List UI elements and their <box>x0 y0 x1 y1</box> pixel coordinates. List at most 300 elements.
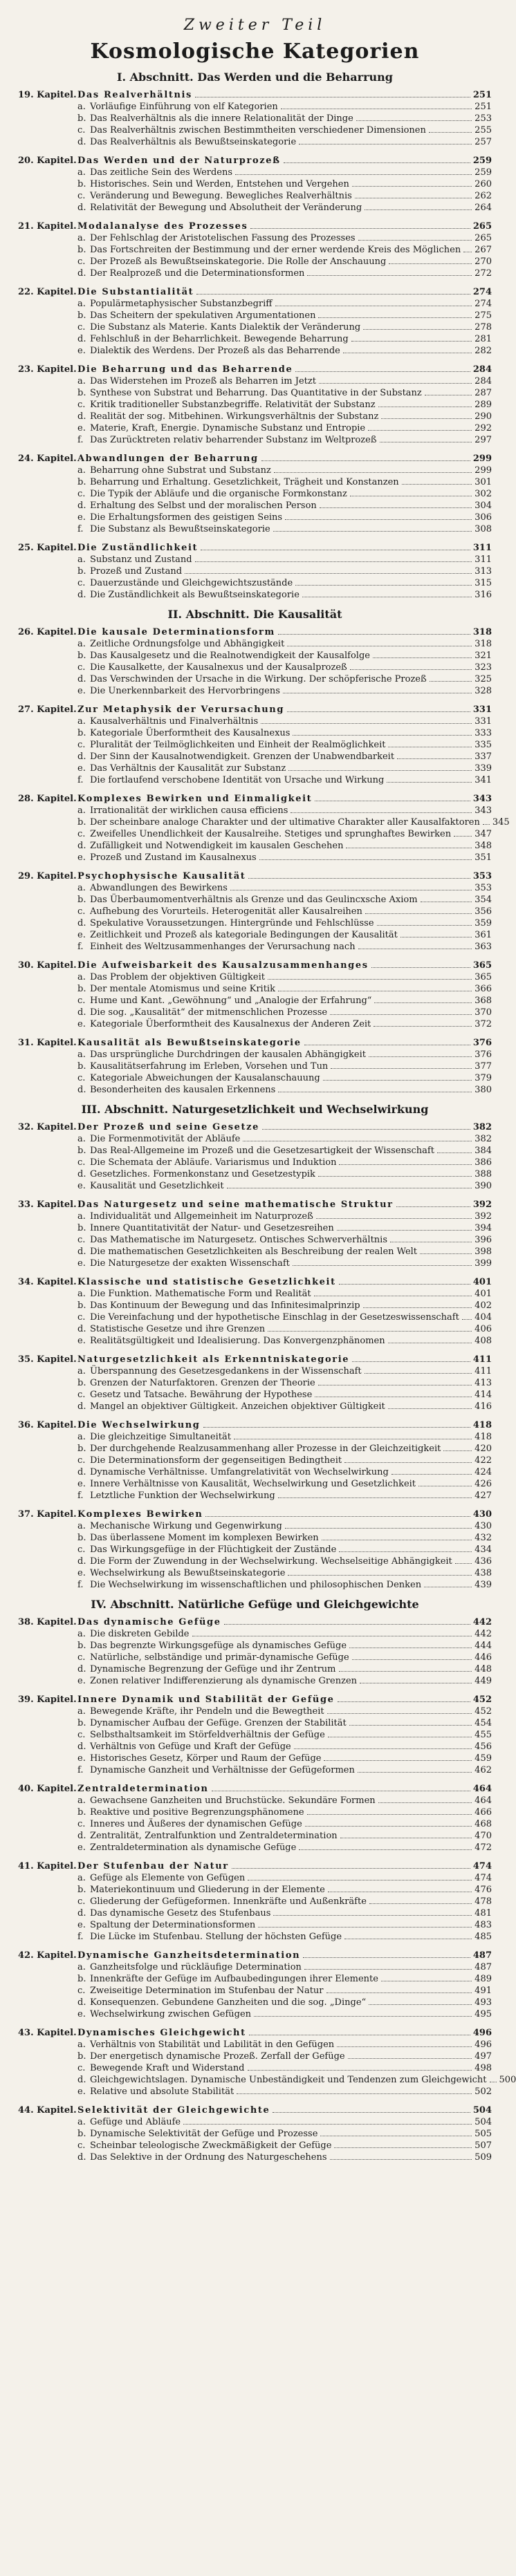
toc-entry[interactable] <box>18 1258 492 1269</box>
toc-entry[interactable] <box>18 124 492 136</box>
toc-entry[interactable] <box>18 941 492 953</box>
entry-letter: b. <box>77 817 86 828</box>
toc-entry[interactable] <box>18 387 492 399</box>
page-number: 353 <box>474 883 492 893</box>
entry-letter: f. <box>77 775 84 785</box>
page-number: 427 <box>474 1491 492 1501</box>
page-number: 444 <box>474 1641 492 1651</box>
chapter-title: Klassische und statistische Gesetzlichkeit <box>77 1277 336 1287</box>
toc-entry[interactable] <box>18 1717 492 1729</box>
entry-letter: d. <box>77 841 86 851</box>
chapter-number: 42. Kapitel. <box>18 1950 77 1961</box>
page-number: 265 <box>472 221 492 232</box>
toc-entry[interactable] <box>18 1145 492 1157</box>
chapter-heading[interactable] <box>18 1037 492 1049</box>
entry-text: Das Überbaumomentverhältnis als Grenze und das Geulincxsche Axiom <box>90 895 418 905</box>
toc-entry[interactable] <box>18 650 492 662</box>
entry-letter: c. <box>77 489 86 499</box>
chapter-heading[interactable] <box>18 1121 492 1133</box>
toc-entry[interactable] <box>18 375 492 387</box>
toc-entry[interactable] <box>18 1706 492 1717</box>
chapter-heading[interactable] <box>18 793 492 805</box>
chapter-heading[interactable] <box>18 870 492 882</box>
dot-leader <box>323 1080 472 1081</box>
toc-entry[interactable] <box>18 816 510 828</box>
page-number: 282 <box>474 346 492 356</box>
page-number: 424 <box>474 1467 492 1477</box>
toc-entry[interactable] <box>18 1764 492 1776</box>
chapter-heading[interactable] <box>18 1419 492 1431</box>
toc-entry[interactable] <box>18 2116 492 2128</box>
toc-entry[interactable] <box>18 1652 492 1663</box>
toc-entry[interactable] <box>18 2051 492 2062</box>
chapter-title: Das Werden und der Naturprozeß <box>77 156 281 166</box>
toc-entry[interactable] <box>18 2074 516 2086</box>
page-number: 339 <box>474 763 492 774</box>
toc-entry[interactable] <box>18 1211 492 1222</box>
toc-entry[interactable] <box>18 512 492 523</box>
page-number: 251 <box>472 90 492 100</box>
entry-letter: c. <box>77 2140 86 2151</box>
page-number: 281 <box>474 334 492 344</box>
chapter-title: Die Beharrung und das Beharrende <box>77 364 293 375</box>
chapter-heading[interactable] <box>18 453 492 465</box>
toc-chapter <box>18 2027 516 2098</box>
page-number: 430 <box>472 1509 492 1520</box>
page-number: 297 <box>474 435 492 445</box>
dot-leader <box>273 1915 472 1916</box>
entry-letter: a. <box>77 1366 86 1376</box>
toc-entry[interactable] <box>18 1919 492 1931</box>
page-number: 253 <box>474 113 492 124</box>
toc-entry[interactable] <box>18 929 492 941</box>
chapter-heading[interactable] <box>18 542 492 554</box>
dot-leader <box>183 2124 472 2125</box>
toc-entry[interactable] <box>18 101 492 113</box>
toc-entry[interactable] <box>18 422 492 434</box>
toc-entry[interactable] <box>18 268 492 279</box>
dot-leader <box>285 519 472 520</box>
toc-entry[interactable] <box>18 1663 492 1675</box>
entry-text: Dialektik des Werdens. Der Prozeß als das Beharrende <box>90 346 340 356</box>
entry-letter: b. <box>77 1885 86 1895</box>
entry-letter: a. <box>77 465 86 476</box>
toc-entry[interactable] <box>18 1544 492 1556</box>
toc-entry[interactable] <box>18 1628 492 1640</box>
toc-entry[interactable] <box>18 1985 492 1997</box>
chapter-heading[interactable] <box>18 1783 492 1795</box>
toc-entry[interactable] <box>18 1884 492 1896</box>
toc-entry[interactable] <box>18 1478 492 1490</box>
page-number: 251 <box>474 102 492 112</box>
toc-entry[interactable] <box>18 1842 492 1854</box>
entry-text: Grenzen der Naturfaktoren. Grenzen der Theorie <box>90 1378 315 1388</box>
entry-text: Die Form der Zuwendung in der Wechselwirkung. Wechselseitige Abhängigkeit <box>90 1556 452 1567</box>
dot-leader <box>303 1957 470 1958</box>
toc-entry[interactable] <box>18 995 492 1007</box>
entry-text: Historisches. Sein und Werden, Entstehen und Vergehen <box>90 179 349 189</box>
toc-entry[interactable] <box>18 345 492 357</box>
toc-entry[interactable] <box>18 1896 492 1907</box>
toc-entry[interactable] <box>18 488 492 500</box>
entry-letter: b. <box>77 388 86 398</box>
toc-entry[interactable] <box>18 1729 492 1741</box>
dot-leader <box>295 371 470 372</box>
toc-entry[interactable] <box>18 190 492 202</box>
toc-entry[interactable] <box>18 1180 492 1192</box>
entry-text: Die sog. „Kausalität“ der mitmenschlichen Prozesse <box>90 1007 328 1018</box>
dot-leader <box>274 472 472 473</box>
toc-entry[interactable] <box>18 1931 492 1943</box>
toc-entry[interactable] <box>18 1830 492 1842</box>
toc-entry[interactable] <box>18 1973 492 1985</box>
toc-chapter <box>18 1950 492 2020</box>
toc-entry[interactable] <box>18 1072 492 1084</box>
toc-entry[interactable] <box>18 465 492 476</box>
toc-entry[interactable] <box>18 1997 492 2008</box>
chapter-heading[interactable] <box>18 221 492 232</box>
page-number: 439 <box>474 1580 492 1590</box>
page-number: 401 <box>472 1277 492 1287</box>
entry-letter: d. <box>77 1007 86 1018</box>
toc-entry[interactable] <box>18 1520 492 1532</box>
toc-entry[interactable] <box>18 1675 492 1687</box>
toc-entry[interactable] <box>18 2140 492 2152</box>
chapter-heading[interactable] <box>18 1860 492 1872</box>
chapter-title: Abwandlungen der Beharrung <box>77 454 259 464</box>
toc-entry[interactable] <box>18 113 492 124</box>
chapter-title: Die Aufweisbarkeit des Kausalzusammenhanges <box>77 960 369 971</box>
entry-letter: b. <box>77 728 86 738</box>
entry-letter: f. <box>77 1765 84 1775</box>
dot-leader <box>203 1427 470 1428</box>
entry-text: Spekulative Voraussetzungen. Hintergründe und Fehlschlüsse <box>90 918 374 928</box>
entry-text: Das Widerstehen im Prozeß als Beharren im Jetzt <box>90 376 316 386</box>
entry-text: Das Verschwinden der Ursache in die Wirkung. Der schöpferische Prozeß <box>90 674 427 684</box>
entry-text: Die Typik der Abläufe und die organische Formkonstanz <box>90 489 347 499</box>
toc-entry[interactable] <box>18 321 492 333</box>
toc-entry[interactable] <box>18 1872 492 1884</box>
toc-entry[interactable] <box>18 1807 492 1818</box>
chapter-heading[interactable] <box>18 626 492 638</box>
toc-entry[interactable] <box>18 1246 492 1258</box>
dot-leader <box>374 1026 472 1027</box>
dot-leader <box>262 1129 470 1130</box>
toc-entry[interactable] <box>18 1490 492 1502</box>
entry-text: Abwandlungen des Bewirkens <box>90 883 228 893</box>
page-number: 404 <box>474 1312 492 1323</box>
toc-chapter <box>18 870 492 953</box>
chapter-heading[interactable] <box>18 2104 492 2116</box>
page-number: 354 <box>474 895 492 905</box>
dot-leader <box>334 2147 472 2148</box>
dot-leader <box>304 1969 472 1970</box>
toc-entry[interactable] <box>18 805 492 816</box>
toc-entry[interactable] <box>18 1389 492 1401</box>
page-number: 392 <box>472 1200 492 1210</box>
entry-text: Überspannung des Gesetzesgedankens in der Wissenschaft <box>90 1366 362 1376</box>
toc-entry[interactable] <box>18 662 492 673</box>
dot-leader <box>378 1802 472 1803</box>
toc-entry[interactable] <box>18 244 492 256</box>
toc-entry[interactable] <box>18 1961 492 1973</box>
toc-entry[interactable] <box>18 727 492 739</box>
page-number: 299 <box>472 454 492 464</box>
toc-entry[interactable] <box>18 1061 492 1072</box>
entry-letter: e. <box>77 1920 86 1930</box>
dot-leader <box>261 723 472 724</box>
entry-text: Inneres und Äußeres der dynamischen Gefüge <box>90 1819 302 1829</box>
section-title: I. Abschnitt. Das Werden und die Beharrung <box>117 71 393 84</box>
toc-entry[interactable] <box>18 774 492 786</box>
chapter-heading[interactable] <box>18 1199 492 1211</box>
toc-entry[interactable] <box>18 1579 492 1591</box>
toc-entry[interactable] <box>18 751 492 763</box>
dot-leader <box>388 1408 472 1409</box>
entry-letter: f. <box>77 1932 84 1942</box>
toc-entry[interactable] <box>18 333 492 345</box>
toc-entry[interactable] <box>18 232 492 244</box>
page-number: 455 <box>474 1730 492 1740</box>
toc-entry[interactable] <box>18 917 492 929</box>
entry-text: Prozeß und Zustand <box>90 566 183 577</box>
entry-text: Die Naturgesetze der exakten Wissenschaft <box>90 1258 290 1269</box>
entry-letter: f. <box>77 524 84 534</box>
toc-entry[interactable] <box>18 716 492 727</box>
toc-entry[interactable] <box>18 971 492 983</box>
entry-text: Die Determinationsform der gegenseitigen Bedingtheit <box>90 1455 342 1466</box>
toc-entry[interactable] <box>18 1532 492 1544</box>
toc-entry[interactable] <box>18 894 492 906</box>
page-number: 496 <box>474 2040 492 2050</box>
entry-text: Das zeitliche Sein des Werdens <box>90 167 233 178</box>
toc-entry[interactable] <box>18 554 492 566</box>
toc-entry[interactable] <box>18 1007 492 1018</box>
toc-entry[interactable] <box>18 1431 492 1443</box>
dot-leader <box>318 1176 472 1177</box>
page-number: 449 <box>474 1676 492 1686</box>
toc-entry[interactable] <box>18 2062 492 2074</box>
page-number: 448 <box>474 1664 492 1674</box>
entry-letter: d. <box>77 203 86 213</box>
page-number: 468 <box>474 1819 492 1829</box>
toc-entry[interactable] <box>18 1222 492 1234</box>
entry-text: Spaltung der Determinationsformen <box>90 1920 256 1930</box>
toc-entry[interactable] <box>18 882 492 894</box>
entry-letter: e. <box>77 1676 86 1686</box>
chapter-heading[interactable] <box>18 960 492 971</box>
toc-entry[interactable] <box>18 566 492 577</box>
dot-leader <box>387 782 472 783</box>
entry-letter: d. <box>77 1169 86 1179</box>
toc-entry[interactable] <box>18 256 492 268</box>
toc-entry[interactable] <box>18 673 492 685</box>
chapter-heading[interactable] <box>18 1509 492 1520</box>
entry-text: Historisches Gesetz, Körper und Raum der Gefüge <box>90 1753 322 1764</box>
toc-entry[interactable] <box>18 1365 492 1377</box>
toc-chapter <box>18 1199 492 1269</box>
toc-entry[interactable] <box>18 638 492 650</box>
entry-letter: f. <box>77 1491 84 1501</box>
entry-text: Das Realverhältnis als die innere Relationalität der Dinge <box>90 113 353 124</box>
toc-entry[interactable] <box>18 1335 492 1347</box>
toc-entry[interactable] <box>18 202 492 214</box>
chapter-title: Psychophysische Kausalität <box>77 871 246 881</box>
toc-entry[interactable] <box>18 852 492 864</box>
entry-letter: a. <box>77 805 86 816</box>
dot-leader <box>443 1450 472 1451</box>
entry-letter: a. <box>77 1706 86 1717</box>
chapter-heading[interactable] <box>18 1616 492 1628</box>
dot-leader <box>331 1068 472 1069</box>
toc-entry[interactable] <box>18 1795 492 1807</box>
toc-entry[interactable] <box>18 1741 492 1753</box>
chapter-heading[interactable] <box>18 1950 492 1961</box>
dot-leader <box>430 681 472 682</box>
toc-entry[interactable] <box>18 2128 492 2140</box>
chapter-heading[interactable] <box>18 2027 492 2039</box>
toc-entry[interactable] <box>18 840 492 852</box>
dot-leader <box>285 1528 472 1529</box>
chapter-heading[interactable] <box>18 155 492 167</box>
entry-text: Zeitlichkeit und Prozeß als kategoriale Bedingungen der Kausalität <box>90 930 398 940</box>
toc-entry[interactable] <box>18 1753 492 1764</box>
toc-entry[interactable] <box>18 1312 492 1323</box>
toc-entry[interactable] <box>18 500 492 512</box>
toc-entry[interactable] <box>18 434 492 446</box>
dot-leader <box>273 2112 470 2113</box>
page-number: 388 <box>474 1169 492 1179</box>
toc-entry[interactable] <box>18 739 492 751</box>
entry-letter: c. <box>77 1730 86 1740</box>
toc-entry[interactable] <box>18 1049 492 1061</box>
toc-entry[interactable] <box>18 763 492 774</box>
dot-leader <box>250 228 470 229</box>
entry-text: Gefüge und Abläufe <box>90 2117 181 2127</box>
toc-entry[interactable] <box>18 523 492 535</box>
dot-leader <box>235 174 472 175</box>
toc-entry[interactable] <box>18 1455 492 1466</box>
page-number: 361 <box>474 930 492 940</box>
chapter-heading[interactable] <box>18 364 492 375</box>
dot-leader <box>365 209 472 210</box>
chapter-heading[interactable] <box>18 1354 492 1365</box>
entry-text: Das Kausalgesetz und die Realnotwendigkeit der Kausalfolge <box>90 651 370 661</box>
toc-entry[interactable] <box>18 136 492 148</box>
entry-letter: e. <box>77 423 86 433</box>
toc-entry[interactable] <box>18 1640 492 1652</box>
toc-entry[interactable] <box>18 589 492 601</box>
chapter-heading[interactable] <box>18 1276 492 1288</box>
entry-text: Gesetz und Tatsache. Bewährung der Hypothese <box>90 1390 313 1400</box>
dot-leader <box>374 1002 472 1003</box>
toc-entry[interactable] <box>18 2086 492 2098</box>
toc-chapter <box>18 793 510 864</box>
toc-entry[interactable] <box>18 828 492 840</box>
dot-leader <box>350 669 472 670</box>
chapter-heading[interactable] <box>18 286 492 298</box>
toc-entry[interactable] <box>18 399 492 411</box>
toc-entry[interactable] <box>18 1168 492 1180</box>
toc-entry[interactable] <box>18 577 492 589</box>
dot-leader <box>185 573 472 574</box>
toc-entry[interactable] <box>18 983 492 995</box>
toc-chapter <box>18 155 492 214</box>
dot-leader <box>330 2159 472 2160</box>
toc-entry[interactable] <box>18 906 492 917</box>
toc-entry[interactable] <box>18 1443 492 1455</box>
page-number: 267 <box>474 245 492 255</box>
page-number: 318 <box>472 627 492 637</box>
chapter-title: Die Zuständlichkeit <box>77 543 199 553</box>
toc-entry[interactable] <box>18 2039 492 2051</box>
dot-leader <box>381 418 472 419</box>
toc-entry[interactable] <box>18 1234 492 1246</box>
dot-leader <box>397 758 472 759</box>
entry-text: Gesetzliches. Formenkonstanz und Gesetzestypik <box>90 1169 315 1179</box>
toc-entry[interactable] <box>18 1323 492 1335</box>
toc-entry[interactable] <box>18 1018 492 1030</box>
toc-entry[interactable] <box>18 1466 492 1478</box>
toc-entry[interactable] <box>18 1377 492 1389</box>
toc-chapter <box>18 1419 492 1502</box>
toc-entry[interactable] <box>18 167 492 178</box>
toc-entry[interactable] <box>18 1288 492 1300</box>
toc-entry[interactable] <box>18 1401 492 1412</box>
toc-entry[interactable] <box>18 2152 492 2163</box>
entry-text: Konsequenzen. Gebundene Ganzheiten und die sog. „Dinge“ <box>90 1997 367 2008</box>
page-number: 316 <box>474 590 492 600</box>
page-number: 255 <box>474 125 492 136</box>
dot-leader <box>337 1230 472 1231</box>
entry-letter: a. <box>77 1521 86 1531</box>
toc-entry[interactable] <box>18 411 492 422</box>
toc-entry[interactable] <box>18 1556 492 1567</box>
toc-entry[interactable] <box>18 1567 492 1579</box>
toc-entry[interactable] <box>18 178 492 190</box>
toc-entry[interactable] <box>18 476 492 488</box>
toc-entry[interactable] <box>18 2008 492 2020</box>
page-number: 384 <box>474 1146 492 1156</box>
toc-entry[interactable] <box>18 1907 492 1919</box>
page-number: 304 <box>474 501 492 511</box>
toc-chapter <box>18 1783 492 1854</box>
toc-entry[interactable] <box>18 298 492 310</box>
chapter-heading[interactable] <box>18 1694 492 1706</box>
chapter-heading[interactable] <box>18 89 492 101</box>
toc-entry[interactable] <box>18 685 492 697</box>
page-number: 442 <box>472 1617 492 1627</box>
chapter-heading[interactable] <box>18 704 492 716</box>
toc-entry[interactable] <box>18 1084 492 1096</box>
toc-entry[interactable] <box>18 1157 492 1168</box>
toc-entry[interactable] <box>18 1133 492 1145</box>
toc-entry[interactable] <box>18 1300 492 1312</box>
dot-leader <box>326 1992 472 1993</box>
page-number: 265 <box>474 233 492 243</box>
dot-leader <box>339 1551 472 1552</box>
toc-chapter <box>18 453 492 535</box>
toc-entry[interactable] <box>18 310 492 321</box>
entry-letter: d. <box>77 1085 86 1095</box>
dot-leader <box>339 1671 472 1672</box>
entry-text: Pluralität der Teilmöglichkeiten und Einheit der Realmöglichkeit <box>90 740 386 750</box>
entry-text: Der Fehlschlag der Aristotelischen Fassung des Prozesses <box>90 233 356 243</box>
chapter-number: 40. Kapitel. <box>18 1784 77 1794</box>
toc-entry[interactable] <box>18 1818 492 1830</box>
entry-text: Der Sinn der Kausalnotwendigkeit. Grenzen der Unabwendbarkeit <box>90 752 395 762</box>
page-number: 411 <box>472 1354 492 1365</box>
